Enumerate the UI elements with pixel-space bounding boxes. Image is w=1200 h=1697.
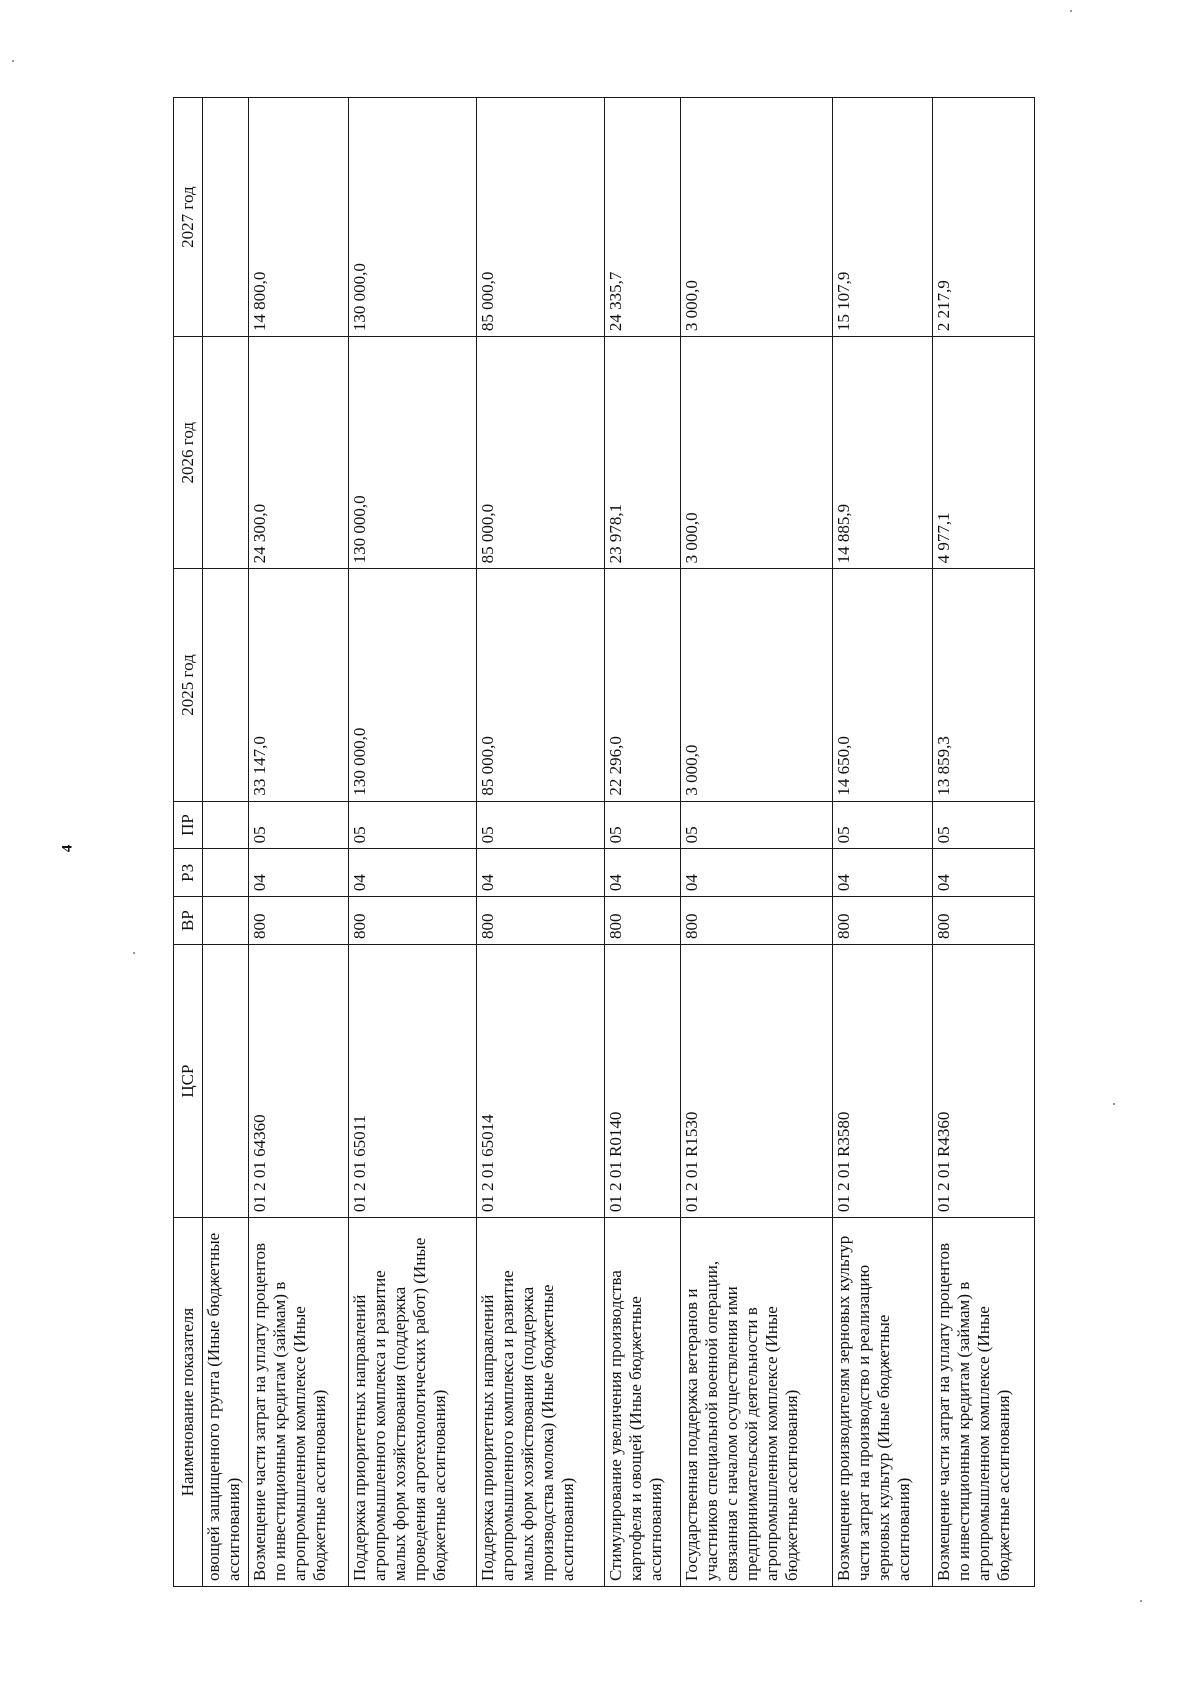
row-pr: 05	[249, 801, 349, 849]
scan-speck	[12, 60, 14, 62]
row-csr: 01 2 01 R0140	[605, 944, 681, 1217]
header-2025: 2025 год	[174, 569, 203, 801]
row-csr: 01 2 01 65014	[477, 944, 605, 1217]
row-rz: 04	[605, 849, 681, 897]
row-rz: 04	[833, 849, 933, 897]
row-vr	[203, 897, 249, 945]
header-name: Наименование показателя	[174, 1218, 203, 1587]
row-csr: 01 2 01 64360	[249, 944, 349, 1217]
scan-speck	[133, 952, 135, 954]
scan-speck	[1113, 1103, 1115, 1105]
row-2027	[203, 98, 249, 337]
scan-speck	[1070, 10, 1072, 12]
table-header-row	[174, 98, 203, 1587]
row-2025: 3 000,0	[681, 569, 833, 801]
row-2026: 4 977,1	[933, 337, 1035, 569]
row-2025: 14 650,0	[833, 569, 933, 801]
header-vr: ВР	[174, 897, 203, 945]
row-pr: 05	[605, 801, 681, 849]
row-pr: 05	[681, 801, 833, 849]
table-row	[249, 98, 349, 1587]
header-pr: ПР	[174, 801, 203, 849]
row-vr: 800	[933, 897, 1035, 945]
row-2027: 3 000,0	[681, 98, 833, 337]
row-vr: 800	[833, 897, 933, 945]
row-2027: 14 800,0	[249, 98, 349, 337]
row-name: Возмещение части затрат на уплату процентов по инвестиционным кредитам (займам) в агропромышленном комплексе (Иные бюджетные ассигнования)	[249, 1218, 349, 1587]
row-vr: 800	[605, 897, 681, 945]
table-row	[681, 98, 833, 1587]
header-2027: 2027 год	[174, 98, 203, 337]
row-rz: 04	[477, 849, 605, 897]
row-2025: 85 000,0	[477, 569, 605, 801]
row-vr: 800	[349, 897, 477, 945]
row-name: Поддержка приоритетных направлений агропромышленного комплекса и развитие малых форм хозяйствования (поддержка производства молока) (Иные бюджетные ассигнования)	[477, 1218, 605, 1587]
row-pr: 05	[349, 801, 477, 849]
row-vr: 800	[249, 897, 349, 945]
row-2025: 33 147,0	[249, 569, 349, 801]
row-pr	[203, 801, 249, 849]
scan-speck	[1140, 1600, 1142, 1602]
row-rz: 04	[349, 849, 477, 897]
table-row	[349, 98, 477, 1587]
row-2025	[203, 569, 249, 801]
row-name: Поддержка приоритетных направлений агропромышленного комплекса и развитие малых форм хозяйствования (поддержка проведения агротехнологических работ) (Иные бюджетные ассигнования)	[349, 1218, 477, 1587]
table-row	[933, 98, 1035, 1587]
rotated-table-frame	[173, 97, 1082, 1587]
row-2027: 130 000,0	[349, 98, 477, 337]
row-rz: 04	[681, 849, 833, 897]
table-row	[833, 98, 933, 1587]
row-2026: 24 300,0	[249, 337, 349, 569]
row-name: Стимулирование увеличения производства картофеля и овощей (Иные бюджетные ассигнования)	[605, 1218, 681, 1587]
row-pr: 05	[833, 801, 933, 849]
row-csr: 01 2 01 R4360	[933, 944, 1035, 1217]
header-rz: РЗ	[174, 849, 203, 897]
row-2026: 23 978,1	[605, 337, 681, 569]
row-2027: 24 335,7	[605, 98, 681, 337]
row-2026: 85 000,0	[477, 337, 605, 569]
row-2027: 2 217,9	[933, 98, 1035, 337]
row-rz: 04	[249, 849, 349, 897]
row-2026: 130 000,0	[349, 337, 477, 569]
row-pr: 05	[933, 801, 1035, 849]
row-csr: 01 2 01 R3580	[833, 944, 933, 1217]
budget-table	[173, 97, 1035, 1587]
row-2026	[203, 337, 249, 569]
row-vr: 800	[477, 897, 605, 945]
table-row	[605, 98, 681, 1587]
row-2025: 22 296,0	[605, 569, 681, 801]
row-2025: 130 000,0	[349, 569, 477, 801]
table-row	[203, 98, 249, 1587]
row-name: Государственная поддержка ветеранов и участников специальной военной операции, связанная с началом осуществления ими предпринимательской деятельности в агропромышленном комплексе (Иные бюджетные ассигнования)	[681, 1218, 833, 1587]
row-name: Возмещение части затрат на уплату процентов по инвестиционным кредитам (займам) в агропромышленном комплексе (Иные бюджетные ассигнования)	[933, 1218, 1035, 1587]
row-rz	[203, 849, 249, 897]
page-number: 4	[59, 844, 76, 853]
row-2025: 13 859,3	[933, 569, 1035, 801]
row-pr: 05	[477, 801, 605, 849]
header-2026: 2026 год	[174, 337, 203, 569]
row-2026: 14 885,9	[833, 337, 933, 569]
row-name: Возмещение производителям зерновых культур части затрат на производство и реализацию зерновых культур (Иные бюджетные ассигнования)	[833, 1218, 933, 1587]
row-vr: 800	[681, 897, 833, 945]
row-2027: 15 107,9	[833, 98, 933, 337]
row-rz: 04	[933, 849, 1035, 897]
table-row	[477, 98, 605, 1587]
row-csr: 01 2 01 65011	[349, 944, 477, 1217]
header-csr: ЦСР	[174, 944, 203, 1217]
row-csr: 01 2 01 R1530	[681, 944, 833, 1217]
row-name: овощей защищенного грунта (Иные бюджетные ассигнования)	[203, 1218, 249, 1587]
row-2027: 85 000,0	[477, 98, 605, 337]
row-2026: 3 000,0	[681, 337, 833, 569]
row-csr	[203, 944, 249, 1217]
